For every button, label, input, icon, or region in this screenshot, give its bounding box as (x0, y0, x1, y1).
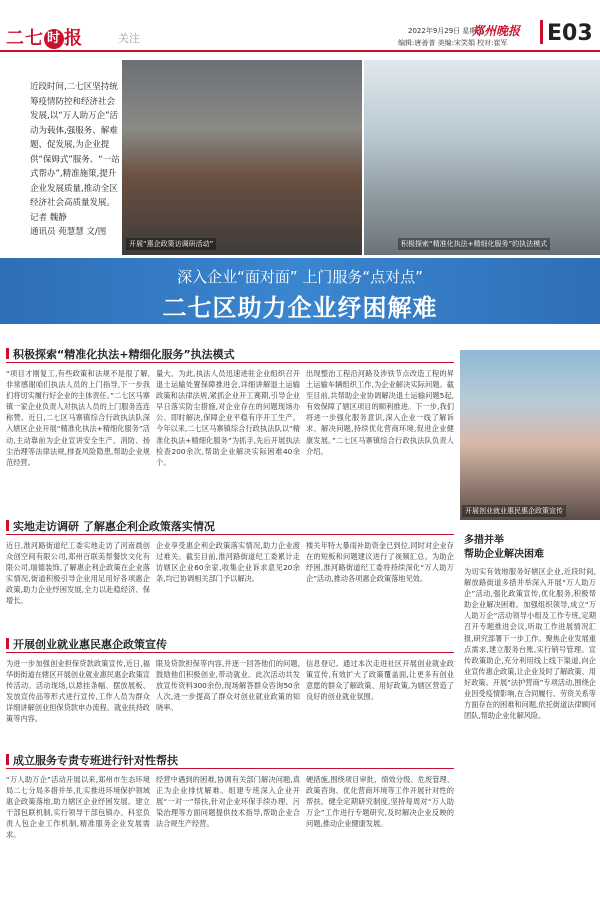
photo-policy-promo (460, 350, 600, 520)
article-col-4a: “万人助万企”活动开展以来,郑州市生态环境局二七分局多措并举,扎实推进环境保护领域惠企政策落地,助力辖区企业纾困发展。建立干部包联机制,实行领导干部包镇办、科室负责人包企业工作机制,精准服务企业发展需求。 (6, 775, 150, 840)
photo-caption-2: 积极探索“精准化执法+精细化服务”的执法模式 (398, 238, 550, 250)
section-marker (6, 348, 9, 359)
headline-band (0, 258, 600, 324)
photo-caption-1: 开展“惠企政策访调研活动” (126, 238, 216, 250)
page-number-bar (540, 20, 543, 44)
side-article-body: 为切实有效地服务好辖区企业,近段时间,解放路街道多措并举深入开展“万人助万企”活动,强化政策宣传,优化服务,积极帮助企业解决困难。加强组织领导,成立“万人助万企”活动领导小组及工作专班,定期召开专题推进会议,听取工作进展情况汇报,研究部署下一步工作。聚焦企业发展重点需求,建立服务台账,实行销号管理。宣传政策助企,充分利用线上线下渠道,向企业宣传惠企政策,让企业及时了解政策、用好政策。开展“法护营商”专项活动,围绕企业因受疫情影响,在合同履行、劳资关系等方面存在的困难和问题,依托街道法律顾问团队,帮助企业化解风险。 (464, 567, 596, 721)
section-marker (6, 638, 9, 649)
section-rule-3 (6, 652, 454, 653)
article-col-2c: 楼关年特大暴雨补助资金已到位,同时对企业存在的短板和问题建议进行了视频汇总。为助企纾困,淮河路街道纪工委将持续深化“万人助万企”活动,推动各项惠企政策落地见效。 (306, 541, 454, 584)
section-heading-2 (6, 518, 215, 534)
brand-circle: 时 (44, 29, 64, 49)
section-rule-1 (6, 362, 454, 363)
article-col-1c: 出现整治工程沿河路及涉铁节点改造工程的昇土运输车辆组织工作,为企业解决实际问题。截至目前,共帮助企业协调解决退土运输问题5起,有效保障了辖区项目的顺利推进。下一步,我们将进一步强化服务意识,深入企业一线了解诉求、解决问题,持续优化营商环境,促进企业健康发展。”二七区马寨镇综合行政执法队负责人介绍。 (306, 369, 454, 456)
section-heading-1 (6, 346, 235, 362)
section-rule-2 (6, 534, 454, 535)
brand-tail: 报 (64, 28, 83, 49)
side-heading (464, 534, 544, 562)
article-col-3a: 为进一步加强创业担保贷款政策宣传,近日,福华街街道在辖区开展创业就业惠民惠企政策宣传活动。活动现场,以悬挂条幅、摆放展板、发放宣传品等形式进行宣传,工作人员为群众详细讲解创业担保贷款申办流程、就业扶持政策等内容。 (6, 659, 150, 724)
page-number (540, 20, 593, 46)
side-heading-text: 多措并举 帮助企业解决困难 (464, 535, 544, 560)
brand-logo (6, 24, 83, 50)
newspaper-logo: 郑州晚报 (472, 24, 521, 38)
section-marker (6, 520, 9, 531)
section-heading-2-text: 实地走访调研 了解惠企利企政策落实情况 (13, 520, 215, 533)
correspondent-byline: 通讯员 苑慧慧 文/图 (30, 227, 107, 237)
article-col-2b: 企业享受惠企利企政策落实情况,助力企业渡过难关。截至目前,淮河路街道纪工委累计走访辖区企业60余家,收集企业诉求意见20余条,均已协调相关部门予以解决。 (156, 541, 300, 584)
intro-text (30, 80, 122, 240)
photo-caption-3: 开展创业就业惠民惠企政策宣传 (462, 505, 566, 517)
section-heading-3 (6, 636, 167, 652)
article-col-1a: “项目才刚复工,有些政策和法规不是很了解,非常感谢咱们执法人员的上门指导,下一步我们将切实履行好企业的主体责任。”二七区马寨镇一家企业负责人对执法人员的上门服务连连称赞。近日,二七区马寨镇综合行政执法队深入辖区企业开展“精准化执法+精细化服务”活动,主动靠前为企业宣讲安全生产、消防、扬尘治理等法律法规,排查风险隐患,帮助企业规范经营。 (6, 369, 150, 467)
issue-date: 2022年9月29日 星期四 (408, 27, 484, 35)
brand-main: 二七 (6, 28, 44, 49)
article-col-4b: 经营中遇到的困难,协调有关部门解决问题,真正为企业排忧解难。组建专班深入企业开展“一对一”帮扶,针对企业环保手续办理、污染治理等方面问题提供技术指导,帮助企业合法合规生产经营。 (156, 775, 300, 829)
header-rule (0, 50, 600, 52)
section-heading-4-text: 成立服务专责专班进行针对性帮扶 (13, 754, 178, 767)
article-col-2a: 近日,淮河路街道纪工委实地走访了河南晨创众创空间有限公司,郑州百联美帮餐饮文化有限公司,瑞德装饰,了解惠企利企政策在企业落实情况,街道积极引导企业用足用好各项惠企政策,助力企业纾困发展,全力以赴稳经济、保增长。 (6, 541, 150, 606)
section-rule-4 (6, 768, 454, 769)
staff-credits: 编辑:唐善普 美编:宋笑娟 校对:崔军 (398, 39, 508, 47)
article-col-1b: 量大、为此,执法人员迅速进驻企业组织召开退土运输处置保障推进会,详细讲解退土运输政策和法律法规,紧抓企业开工赛期,引导企业早日落实防尘措施,对企业存在的问题现场办公、即时解决,保障企业平稳有序开工生产。今年以来,二七区马寨镇综合行政执法队以“精准化执法+精细化服务”为抓手,先后开展执法检查200余次,帮助企业解决实际困难40余个。 (156, 369, 300, 467)
section-heading-1-text: 积极探索“精准化执法+精细化服务”执法模式 (13, 348, 235, 361)
section-tag: 关注 (118, 32, 140, 45)
photo-truck-washing (364, 60, 600, 255)
page-number-text: E03 (547, 21, 593, 46)
section-heading-4 (6, 752, 178, 768)
article-col-3c: 信息登记。通过本次走进社区开展创业就业政策宣传,有效扩大了政策覆盖面,让更多有创业意愿的群众了解政策、用好政策,为辖区营造了良好的创业就业氛围。 (306, 659, 454, 702)
article-col-4c: 硬措施,围绕项目审批、绩效分级、危废管理、政策咨询、优化营商环境等工作开展针对性的帮扶。健全定期研究制度,坚持每周对“万人助万企”工作进行专题研究,及时解决企业反映的问题,推动企业健康发展。 (306, 775, 454, 829)
masthead (0, 0, 600, 48)
headline-main: 二七区助力企业纾困解难 (162, 294, 438, 322)
section-marker (6, 754, 9, 765)
section-heading-3-text: 开展创业就业惠民惠企政策宣传 (13, 638, 167, 651)
article-col-3b: 限及贷款担保等内容,并逐一回答他们的问题,鼓励他们积极创业,带动就业。此次活动共发放宣传资料300余份,现场解答群众咨询50余人次,进一步提高了群众对创业就业政策的知晓率。 (156, 659, 300, 713)
reporter-byline: 记者 魏静 (30, 212, 67, 223)
intro-body: 近段时间,二七区坚持统筹疫情防控和经济社会发展,以“万人助万企”活动为载体,强服务、解难题、促发展,为企业提供“保姆式”服务、“一站式帮办”,精准施策,提升企业发展质量,推动全区经济社会高质量发展。 (30, 82, 120, 208)
photo-office-visit (122, 60, 362, 255)
headline-sub: 深入企业“面对面” 上门服务“点对点” (177, 268, 423, 286)
